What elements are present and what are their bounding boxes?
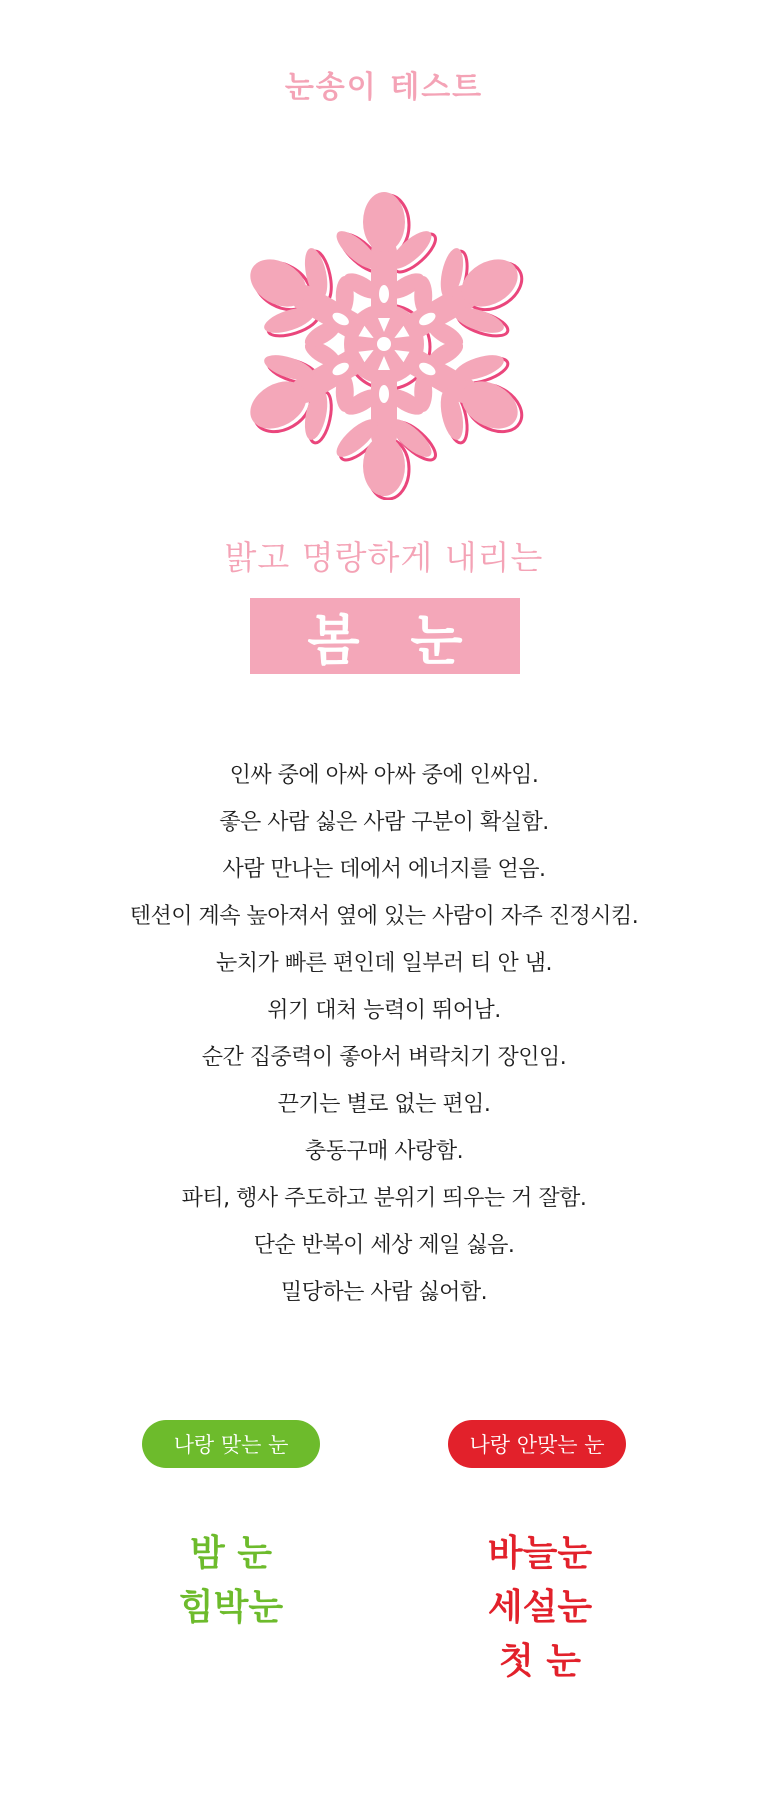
incompatible-snow-badge: 나랑 안맞는 눈 [448,1420,626,1468]
incompatible-snow-item: 세설눈 [487,1586,593,1628]
incompatible-snow-item: 첫 눈 [498,1640,582,1682]
trait-item: 충동구매 사랑함. [304,1139,464,1164]
compatible-snow-list [111,1526,351,1634]
trait-item: 좋은 사람 싫은 사람 구분이 확실함. [219,810,549,835]
compatible-snow-item: 힘박눈 [178,1586,284,1628]
trait-item: 텐션이 계속 높아져서 옆에 있는 사람이 자주 진정시킴. [129,904,639,929]
trait-item: 단순 반복이 세상 제일 싫음. [253,1233,515,1258]
trait-item: 눈치가 빠른 편인데 일부러 티 안 냄. [216,951,552,976]
compatible-snow-badge: 나랑 맞는 눈 [142,1420,320,1468]
result-name: 봄 눈 [307,607,479,672]
incompatible-snow-list [420,1526,660,1688]
compatible-snow-item: 밤 눈 [189,1532,273,1574]
trait-item: 밀당하는 사람 싫어함. [280,1280,488,1305]
trait-list [0,752,768,1316]
result-subtitle: 밝고 명랑하게 내리는 [224,538,544,577]
trait-item: 파티, 행사 주도하고 분위기 띄우는 거 잘함. [181,1186,587,1211]
snowflake-icon [234,188,534,500]
trait-item: 끈기는 별로 없는 편임. [277,1092,491,1117]
trait-item: 순간 집중력이 좋아서 벼락치기 장인임. [201,1045,567,1070]
trait-item: 사람 만나는 데에서 에너지를 얻음. [222,857,546,882]
trait-item: 위기 대처 능력이 뛰어남. [267,998,501,1023]
page-title: 눈송이 테스트 [284,70,484,105]
incompatible-snow-item: 바늘눈 [487,1532,593,1574]
result-badge [250,598,520,674]
trait-item: 인싸 중에 아싸 아싸 중에 인싸임. [229,763,539,788]
